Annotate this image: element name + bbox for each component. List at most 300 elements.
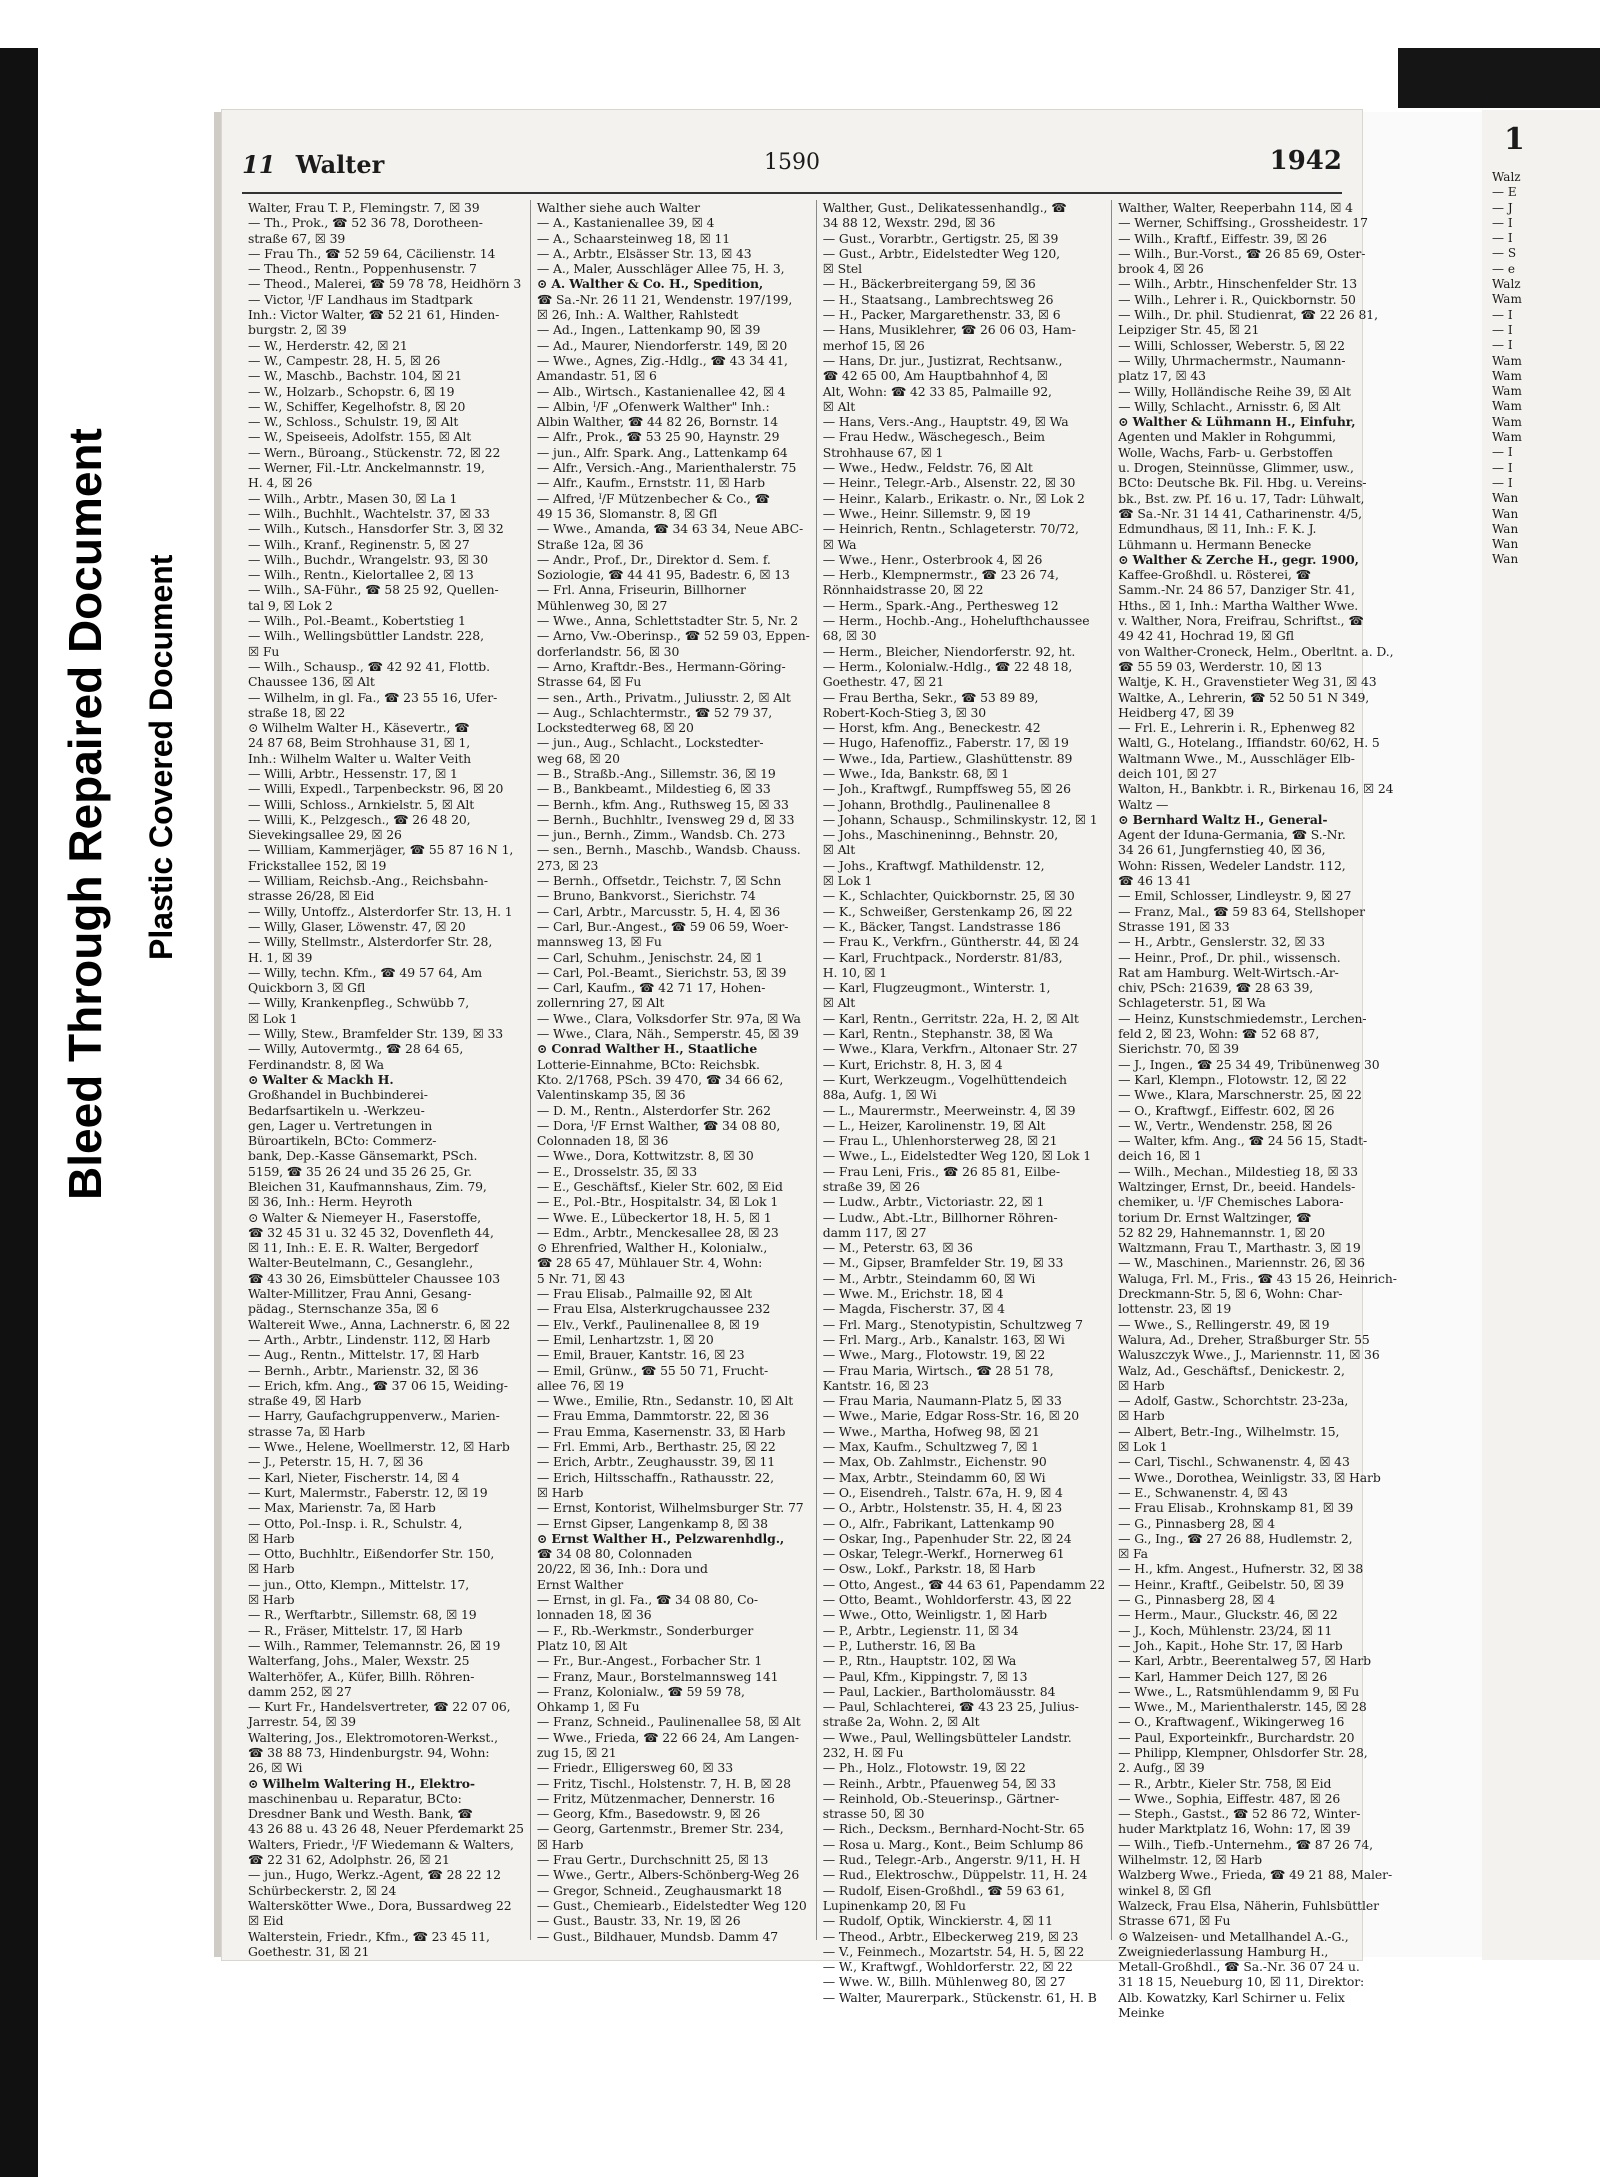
- directory-entry-line: — jun., Alfr. Spark. Ang., Lattenkamp 64: [536, 444, 788, 460]
- directory-entry-line: Waluszczyk Wwe., J., Mariennstr. 11, ☒ 36: [1118, 1347, 1380, 1363]
- directory-entry-line: Strohhause 67, ☒ 1: [822, 444, 944, 460]
- directory-entry-line: — Herm., Maur., Gluckstr. 46, ☒ 22: [1118, 1607, 1338, 1623]
- directory-entry-line: — Fr., Bur.-Angest., Forbacher Str. 1: [536, 1653, 763, 1669]
- directory-entry-line: — Magda, Fischerstr. 37, ☒ 4: [822, 1301, 1005, 1317]
- directory-entry-line: — W., Herderstr. 42, ☒ 21: [248, 337, 408, 353]
- directory-entry-line: — Alfr., Prok., ☎ 53 25 90, Haynstr. 29: [536, 429, 780, 445]
- directory-entry-line: v. Walther, Nora, Freifrau, Schriftst., ☎: [1118, 613, 1364, 629]
- directory-entry-line: Lühmann u. Hermann Benecke: [1118, 536, 1312, 552]
- directory-entry-line: — Frl. Anna, Friseurin, Billhorner: [536, 582, 746, 598]
- directory-entry-line: — Bernh., Buchhltr., Ivensweg 29 d, ☒ 33: [536, 811, 795, 827]
- directory-entry-line: — O., Kraftwagenf., Wikingerweg 16: [1118, 1714, 1345, 1730]
- directory-entry-line: — Wwe., Sophia, Eiffestr. 487, ☒ 26: [1118, 1790, 1341, 1806]
- directory-entry-line: BCto: Deutsche Bk. Fil. Hbg. u. Vereins-: [1118, 475, 1367, 491]
- directory-entry-line: ⊙ Ehrenfried, Walther H., Kolonialw.,: [536, 1240, 768, 1256]
- directory-entry-line: ⊙ Wilhelm Walter H., Käsevertr., ☎: [248, 720, 470, 736]
- directory-entry-line: ☒ 26, Inh.: A. Walther, Rahlstedt: [536, 307, 739, 323]
- directory-entry-line: — Paul, Lackier., Bartholomäusstr. 84: [822, 1683, 1056, 1699]
- directory-entry-line: — Frau Th., ☎ 52 59 64, Cäcilienstr. 14: [248, 245, 496, 261]
- next-page-line: — I: [1492, 460, 1513, 475]
- directory-entry-line: — Frau Leni, Fris., ☎ 26 85 81, Eilbe-: [822, 1163, 1060, 1179]
- directory-entry-line: — William, Reichsb.-Ang., Reichsbahn-: [248, 873, 489, 889]
- next-page-line: Wam: [1492, 399, 1522, 414]
- directory-entry-line: 5159, ☎ 35 26 24 und 35 26 25, Gr.: [248, 1163, 472, 1179]
- annotation-label-plastic-covered: Plastic Covered Document: [143, 554, 179, 960]
- next-page-line: — I: [1492, 231, 1513, 246]
- directory-entry-line: — Dora, ᴵ/F Ernst Walther, ☎ 34 08 80,: [536, 1117, 781, 1133]
- directory-entry-line: zollernring 27, ☒ Alt: [536, 995, 665, 1011]
- directory-entry-line: — Wilhelm, in gl. Fa., ☎ 23 55 16, Ufer-: [248, 689, 498, 705]
- directory-entry-line: — Alfr., Kaufm., Ernststr. 11, ☒ Harb: [536, 475, 765, 491]
- directory-entry-line: — J., Peterstr. 15, H. 7, ☒ 36: [248, 1454, 424, 1470]
- directory-entry-line: — K., Bäcker, Tangst. Landstrasse 186: [822, 918, 1061, 934]
- directory-entry-line: — Kurt, Malermstr., Faberstr. 12, ☒ 19: [248, 1484, 488, 1500]
- directory-entry-line: — Wwe., Gertr., Albers-Schönberg-Weg 26: [536, 1867, 800, 1883]
- directory-entry-line: Ohkamp 1, ☒ Fu: [536, 1699, 640, 1715]
- directory-entry-line: strasse 7a, ☒ Harb: [248, 1423, 366, 1439]
- directory-entry-line: — L., Maurermstr., Meerweinstr. 4, ☒ 39: [822, 1102, 1076, 1118]
- directory-entry-line: — Carl, Schuhm., Jenischstr. 24, ☒ 1: [536, 949, 764, 965]
- directory-entry-line: — Heinr., Kraftf., Geibelstr. 50, ☒ 39: [1118, 1576, 1344, 1592]
- directory-entry-line: — P., Rtn., Hauptstr. 102, ☒ Wa: [822, 1653, 1017, 1669]
- directory-entry-line: Soziologie, ☎ 44 41 95, Badestr. 6, ☒ 13: [536, 567, 790, 583]
- next-page-line: Wam: [1492, 368, 1522, 383]
- directory-entry-line: Walton, H., Bankbtr. i. R., Birkenau 16, ☒ 24: [1118, 781, 1394, 797]
- directory-entry-line: — Kurt, Erichstr. 8, H. 3, ☒ 4: [822, 1056, 1003, 1072]
- directory-entry-line: — Hans, Dr. jur., Justizrat, Rechtsanw.,: [822, 352, 1063, 368]
- directory-entry-line: — Friedr., Elligersweg 60, ☒ 33: [536, 1760, 733, 1776]
- directory-entry-line: — Ph., Holz., Flotowstr. 19, ☒ 22: [822, 1760, 1026, 1776]
- directory-entry-line: — Reinh., Arbtr., Pfauenweg 54, ☒ 33: [822, 1775, 1056, 1791]
- directory-entry-line: Walther siehe auch Walter: [536, 200, 700, 215]
- directory-entry-line: — jun., Aug., Schlacht., Lockstedter-: [536, 735, 764, 751]
- directory-entry-line: — Karl, Rentn., Stephanstr. 38, ☒ Wa: [822, 1026, 1053, 1042]
- directory-entry-line: — Wilh., Wellingsbüttler Landstr. 228,: [248, 628, 484, 644]
- directory-entry-line: — Willi, K., Pelzgesch., ☎ 26 48 20,: [248, 811, 471, 827]
- directory-entry-line: Kantstr. 16, ☒ 23: [822, 1377, 929, 1393]
- directory-entry-line: ⊙ Walter & Niemeyer H., Faserstoffe,: [248, 1209, 481, 1225]
- page-number: 1590: [764, 150, 820, 175]
- entry-columns: [242, 200, 1397, 2021]
- directory-entry-line: — Werner, Schiffsing., Grossheidestr. 17: [1118, 215, 1368, 231]
- directory-entry-line: ☒ Alt: [822, 842, 856, 858]
- directory-entry-line: Dresdner Bank und Westh. Bank, ☎: [248, 1806, 473, 1822]
- directory-entry-line: — Frl. Emmi, Arb., Berthastr. 25, ☒ 22: [536, 1439, 776, 1455]
- directory-entry-line: — Steph., Gastst., ☎ 52 86 72, Winter-: [1118, 1806, 1361, 1822]
- directory-entry-line: — J., Ingen., ☎ 25 34 49, Tribünenweg 30: [1118, 1056, 1380, 1072]
- directory-entry-line: — Frau Gertr., Durchschnitt 25, ☒ 13: [536, 1852, 769, 1868]
- directory-entry-line: — Willi, Expedl., Tarpenbeckstr. 96, ☒ 20: [248, 781, 504, 797]
- next-page-line: — e: [1492, 261, 1515, 276]
- next-page-line: Wan: [1492, 491, 1519, 506]
- directory-entry-line: Büroartikeln, BCto: Commerz-: [248, 1133, 437, 1149]
- directory-entry-line: — Kurt Fr., Handelsvertreter, ☎ 22 07 06,: [248, 1699, 511, 1715]
- directory-entry-line: Goethestr. 47, ☒ 21: [822, 674, 945, 690]
- directory-entry-line: — Reinhold, Ob.-Steuerinsp., Gärtner-: [822, 1790, 1060, 1806]
- directory-entry-line: bank, Dep.-Kasse Gänsemarkt, PSch.: [248, 1148, 478, 1164]
- directory-entry-line: — Wwe., Otto, Weinligstr. 1, ☒ Harb: [822, 1607, 1047, 1623]
- directory-entry-line: — V., Feinmech., Mozartstr. 54, H. 5, ☒ 22: [822, 1943, 1085, 1959]
- directory-entry-line: — Gust., Bildhauer, Mundsb. Damm 47: [536, 1928, 779, 1944]
- directory-entry-line: — Rich., Decksm., Bernhard-Nocht-Str. 65: [822, 1821, 1085, 1837]
- directory-entry-line: Agenten und Makler in Rohgummi,: [1118, 429, 1336, 445]
- directory-entry-line: — Wwe., Marie, Edgar Ross-Str. 16, ☒ 20: [822, 1408, 1080, 1424]
- directory-entry-line: — Rudolf, Optik, Winckierstr. 4, ☒ 11: [822, 1913, 1053, 1929]
- directory-entry-line: — H., Packer, Margarethenstr. 33, ☒ 6: [822, 307, 1061, 323]
- directory-entry-line: Chaussee 136, ☒ Alt: [248, 674, 375, 690]
- directory-entry-line: — E., Drosselstr. 35, ☒ 33: [536, 1163, 698, 1179]
- directory-entry-line: platz 17, ☒ 43: [1118, 368, 1206, 384]
- directory-entry-line: Edmundhaus, ☒ 11, Inh.: F. K. J.: [1118, 521, 1317, 537]
- directory-entry-line: ☒ Alt: [822, 995, 856, 1011]
- next-page-line: — S: [1492, 246, 1517, 261]
- next-page-line: — I: [1492, 475, 1513, 490]
- directory-entry-line: allee 76, ☒ 19: [536, 1377, 624, 1393]
- directory-entry-line: ☎ 22 31 62, Adolphstr. 26, ☒ 21: [248, 1852, 450, 1868]
- annotation-labels: [48, 240, 198, 1200]
- directory-entry-line: — Herb., Klempnermstr., ☎ 23 26 74,: [822, 567, 1059, 583]
- directory-entry-line: — M., Gipser, Bramfelder Str. 19, ☒ 33: [822, 1255, 1064, 1271]
- directory-entry-line: — William, Kammerjäger, ☎ 55 87 16 N 1,: [248, 842, 514, 858]
- directory-entry-line: — Wwe., Amanda, ☎ 34 63 34, Neue ABC-: [536, 521, 804, 537]
- directory-entry-line: ☒ Harb: [1118, 1408, 1165, 1424]
- directory-entry-line: — A., Maler, Ausschläger Allee 75, H. 3,: [536, 261, 785, 277]
- directory-entry-line: — Johann, Brothdlg., Paulinenallee 8: [822, 796, 1051, 812]
- next-page-line: Wan: [1492, 552, 1519, 567]
- directory-entry-line: — H., kfm. Angest., Hufnerstr. 32, ☒ 38: [1118, 1561, 1364, 1577]
- directory-entry-line: — Karl, Rentn., Gerritstr. 22a, H. 2, ☒ Alt: [822, 1010, 1079, 1026]
- directory-entry-line: — Wwe. W., Billh. Mühlenweg 80, ☒ 27: [822, 1974, 1066, 1990]
- directory-entry-line: — Rosa u. Marg., Kont., Beim Schlump 86: [822, 1836, 1084, 1852]
- directory-entry-line: — Theod., Arbtr., Elbeckerweg 219, ☒ 23: [822, 1928, 1079, 1944]
- directory-entry-line: — Frau Maria, Naumann-Platz 5, ☒ 33: [822, 1393, 1062, 1409]
- directory-entry-line: — Gust., Baustr. 33, Nr. 19, ☒ 26: [536, 1913, 741, 1929]
- directory-entry-line: — Wwe., Marg., Flotowstr. 19, ☒ 22: [822, 1347, 1046, 1363]
- directory-entry-line: — Carl, Tischl., Schwanenstr. 4, ☒ 43: [1118, 1454, 1350, 1470]
- directory-entry-line: — Carl, Pol.-Beamt., Sierichstr. 53, ☒ 39: [536, 964, 787, 980]
- directory-entry-line: — Willy, Krankenpfleg., Schwübb 7,: [248, 995, 470, 1011]
- directory-entry-line: — Wwe., Emilie, Rtn., Sedanstr. 10, ☒ Alt: [536, 1393, 794, 1409]
- annotation-label-bleed-through: Bleed Through Repaired Document: [59, 428, 111, 1200]
- directory-entry-line: — K., Schlachter, Quickbornstr. 25, ☒ 30: [822, 888, 1075, 904]
- directory-entry-line: straße 39, ☒ 26: [822, 1179, 920, 1194]
- directory-entry-line: ☒ Fu: [248, 643, 280, 659]
- directory-entry-line: Waltmann Wwe., M., Ausschläger Elb-: [1118, 750, 1355, 766]
- directory-entry-line: u. Drogen, Steinnüsse, Glimmer, usw.,: [1118, 460, 1354, 476]
- directory-entry-line: — Rud., Telegr.-Arb., Angerstr. 9/11, H. H: [822, 1852, 1081, 1868]
- directory-entry-line: — Alfr., Versich.-Ang., Marienthalerstr. 75: [536, 460, 797, 476]
- directory-entry-line: — A., Schaarsteinweg 18, ☒ 11: [536, 230, 731, 246]
- directory-entry-line: 43 26 88 u. 43 26 48, Neuer Pferdemarkt 25: [248, 1821, 524, 1837]
- directory-entry-line: — O., Alfr., Fabrikant, Lattenkamp 90: [822, 1515, 1055, 1531]
- directory-entry-line: Walterfang, Johs., Maler, Wexstr. 25: [248, 1653, 470, 1669]
- directory-entry-line: — Frau Elisab., Palmaille 92, ☒ Alt: [536, 1286, 753, 1302]
- directory-entry-line: — J., Koch, Mühlenstr. 23/24, ☒ 11: [1118, 1622, 1333, 1638]
- directory-entry-line: — E., Pol.-Btr., Hospitalstr. 34, ☒ Lok 1: [536, 1194, 779, 1210]
- directory-entry-line: Rönnhaidstrasse 20, ☒ 22: [822, 582, 984, 598]
- directory-entry-line: — Ad., Maurer, Niendorferstr. 149, ☒ 20: [536, 337, 788, 353]
- directory-entry-line: — Wwe., M., Marienthalerstr. 145, ☒ 28: [1118, 1699, 1367, 1715]
- directory-entry-line: Wohn: Rissen, Wedeler Landstr. 112,: [1118, 857, 1346, 873]
- directory-entry-line: — Wwe., Heinr. Sillemstr. 9, ☒ 19: [822, 505, 1031, 521]
- directory-entry-line: 34 26 61, Jungfernstieg 40, ☒ 36,: [1118, 842, 1326, 858]
- directory-entry-line: — Oskar, Ing., Papenhuder Str. 22, ☒ 24: [822, 1530, 1072, 1546]
- directory-entry-line: — M., Arbtr., Steindamm 60, ☒ Wi: [822, 1270, 1036, 1286]
- directory-entry-line: — Heinrich, Rentn., Schlageterstr. 70/72,: [822, 521, 1079, 537]
- directory-entry-line: — sen., Bernh., Maschb., Wandsb. Chauss.: [536, 842, 801, 858]
- directory-entry-line: — H., Bäckerbreitergang 59, ☒ 36: [822, 276, 1036, 292]
- directory-entry-line: — Franz, Mal., ☎ 59 83 64, Stellshoper: [1118, 903, 1365, 919]
- directory-entry-line: — Ludw., Abt.-Ltr., Billhorner Röhren-: [822, 1209, 1058, 1225]
- directory-entry-line: straße 49, ☒ Harb: [248, 1393, 362, 1409]
- directory-entry-line: Walterskötter Wwe., Dora, Bussardweg 22: [248, 1897, 512, 1913]
- directory-entry-line: ☒ Wa: [822, 536, 857, 552]
- directory-entry-line: — Wilh., Dr. phil. Studienrat, ☎ 22 26 81,: [1118, 307, 1378, 323]
- next-page-line: Wan: [1492, 506, 1519, 521]
- directory-entry-line: weg 68, ☒ 20: [536, 750, 620, 766]
- column-2: [531, 200, 817, 1944]
- directory-entry-line: ☎ 28 65 47, Mühlauer Str. 4, Wohn:: [536, 1255, 763, 1271]
- directory-entry-line: pädag., Sternschanze 35a, ☒ 6: [248, 1301, 439, 1317]
- directory-entry-line: — Alb., Wirtsch., Kastanienallee 42, ☒ 4: [536, 383, 786, 399]
- directory-entry-line: — Max, Ob. Zahlmstr., Eichenstr. 90: [822, 1454, 1047, 1470]
- directory-entry-line: — Hans, Vers.-Ang., Hauptstr. 49, ☒ Wa: [822, 414, 1069, 430]
- directory-entry-line: — Willy, Untoffz., Alsterdorfer Str. 13, H. 1: [248, 903, 513, 919]
- directory-entry-line: — Th., Prok., ☎ 52 36 78, Dorotheen-: [248, 215, 483, 231]
- directory-entry-line: — Victor, ᴵ/F Landhaus im Stadtpark: [248, 291, 473, 307]
- directory-entry-line: — Georg, Kfm., Basedowstr. 9, ☒ 26: [536, 1806, 761, 1822]
- volume-number: 11: [242, 150, 276, 179]
- directory-entry-line: — Bruno, Bankvorst., Sierichstr. 74: [536, 888, 756, 904]
- next-page-line: — E: [1492, 185, 1517, 200]
- directory-entry-line: chiv, PSch: 21639, ☎ 28 63 39,: [1118, 980, 1314, 996]
- directory-entry-line: — Max, Arbtr., Steindamm 60, ☒ Wi: [822, 1469, 1046, 1485]
- directory-entry-line: Walther, Walter, Reeperbahn 114, ☒ 4: [1118, 200, 1353, 215]
- directory-entry-line: Waltzmann, Frau T., Marthastr. 3, ☒ 19: [1118, 1240, 1361, 1256]
- directory-entry-line: — Walter, Maurerpark., Stückenstr. 61, H. B: [822, 1989, 1097, 2005]
- directory-entry-line: — W., Schiffer, Kegelhofstr. 8, ☒ 20: [248, 398, 466, 414]
- directory-entry-line: — jun., Hugo, Werkz.-Agent, ☎ 28 22 12: [248, 1867, 501, 1883]
- directory-entry-line: — Harry, Gaufachgruppenverw., Marien-: [248, 1408, 500, 1424]
- directory-entry-line: — Emil, Grünw., ☎ 55 50 71, Frucht-: [536, 1362, 769, 1378]
- directory-entry-line: — Wwe., Klara, Verkfrn., Altonaer Str. 27: [822, 1041, 1078, 1057]
- directory-entry-line: Inh.: Victor Walter, ☎ 52 21 61, Hinden-: [248, 307, 500, 323]
- directory-entry-line: Dreckmann-Str. 5, ☒ 6, Wohn: Char-: [1118, 1286, 1343, 1302]
- directory-entry-line: — Wwe. M., Erichstr. 18, ☒ 4: [822, 1286, 1004, 1302]
- next-page-line: Wan: [1492, 521, 1519, 536]
- directory-entry-line: Walters, Friedr., ᴵ/F Wiedemann & Walters,: [248, 1836, 514, 1852]
- directory-entry-line: — Frau Maria, Wirtsch., ☎ 28 51 78,: [822, 1362, 1054, 1378]
- directory-entry-line: — O., Eisendreh., Talstr. 67a, H. 9, ☒ 4: [822, 1484, 1063, 1500]
- directory-entry-line: Walterstein, Friedr., Kfm., ☎ 23 45 11,: [248, 1928, 490, 1944]
- directory-entry-line: 2. Aufg., ☒ 39: [1118, 1760, 1205, 1776]
- directory-entry-line: — Willy, Holländische Reihe 39, ☒ Alt: [1118, 383, 1351, 399]
- directory-entry-line: — W., Campestr. 28, H. 5, ☒ 26: [248, 352, 441, 368]
- directory-entry-line: Robert-Koch-Stieg 3, ☒ 30: [822, 704, 987, 720]
- directory-entry-line: Amandastr. 51, ☒ 6: [536, 368, 657, 384]
- next-page-line: Wam: [1492, 353, 1522, 368]
- directory-entry-line: Zweigniederlassung Hamburg H.,: [1118, 1943, 1329, 1959]
- directory-entry-line: — Johs., Kraftwgf. Mathildenstr. 12,: [822, 857, 1045, 873]
- directory-entry-line: 49 42 41, Hochrad 19, ☒ Gfl: [1118, 628, 1294, 644]
- directory-entry-line: — Aug., Rentn., Mittelstr. 17, ☒ Harb: [248, 1347, 480, 1363]
- directory-entry-line: strasse 26/28, ☒ Eid: [248, 888, 375, 904]
- directory-entry-line: — Herm., Bleicher, Niendorferstr. 92, ht.: [822, 643, 1076, 659]
- directory-entry-line: deich 101, ☒ 27: [1118, 765, 1218, 781]
- directory-entry-line: ⊙ A. Walther & Co. H., Spedition,: [536, 276, 764, 292]
- directory-entry-line: ⊙ Walter & Mackh H.: [248, 1071, 394, 1087]
- directory-page: [222, 110, 1397, 2021]
- directory-entry-line: — Karl, Hammer Deich 127, ☒ 26: [1118, 1668, 1328, 1684]
- directory-entry-line: — Wilh., Tiefb.-Unternehm., ☎ 87 26 74,: [1118, 1836, 1374, 1852]
- directory-entry-line: ☒ Harb: [248, 1592, 295, 1608]
- directory-entry-line: Sievekingsallee 29, ☒ 26: [248, 827, 402, 843]
- directory-entry-line: — W., Vertr., Wendenstr. 258, ☒ 26: [1118, 1117, 1333, 1133]
- directory-entry-line: Albin Walther, ☎ 44 82 26, Bornstr. 14: [536, 414, 778, 430]
- directory-entry-line: ☒ Harb: [248, 1561, 295, 1577]
- directory-entry-line: — O., Arbtr., Holstenstr. 35, H. 4, ☒ 23: [822, 1500, 1063, 1516]
- directory-entry-line: Walter-Millitzer, Frau Anni, Gesang-: [248, 1286, 472, 1302]
- directory-entry-line: — Paul, Schlachterei, ☎ 43 23 25, Julius-: [822, 1699, 1079, 1715]
- directory-entry-line: — Willy, techn. Kfm., ☎ 49 57 64, Am: [248, 964, 482, 980]
- directory-entry-line: — Joh., Kapit., Hohe Str. 17, ☒ Harb: [1118, 1637, 1343, 1653]
- directory-entry-line: — Ernst Gipser, Langenkamp 8, ☒ 38: [536, 1515, 768, 1531]
- directory-entry-line: — Willy, Stellmstr., Alsterdorfer Str. 28,: [248, 934, 493, 950]
- directory-entry-line: — Wilh., Mechan., Mildestieg 18, ☒ 33: [1118, 1163, 1358, 1179]
- directory-entry-line: Leipziger Str. 45, ☒ 21: [1118, 322, 1260, 338]
- directory-entry-line: Walterhöfer, A., Küfer, Billh. Röhren-: [248, 1668, 475, 1684]
- directory-entry-line: strasse 50, ☒ 30: [822, 1806, 925, 1822]
- directory-entry-line: — Karl, Nieter, Fischerstr. 14, ☒ 4: [248, 1469, 460, 1485]
- directory-entry-line: — Wilh., Kraftf., Eiffestr. 39, ☒ 26: [1118, 230, 1327, 246]
- directory-entry-line: bk., Bst. zw. Pf. 16 u. 17, Tadr: Lühwalt,: [1118, 490, 1365, 506]
- directory-entry-line: — Emil, Brauer, Kantstr. 16, ☒ 23: [536, 1347, 745, 1363]
- directory-entry-line: — A., Kastanienallee 39, ☒ 4: [536, 215, 715, 231]
- directory-entry-line: — Andr., Prof., Dr., Direktor d. Sem. f.: [536, 551, 771, 567]
- directory-entry-line: — Georg, Gartenmstr., Bremer Str. 234,: [536, 1821, 784, 1837]
- directory-entry-line: Waltz —: [1118, 796, 1169, 812]
- directory-entry-line: 26, ☒ Wi: [248, 1760, 303, 1776]
- directory-entry-line: — Frau Elisab., Krohnskamp 81, ☒ 39: [1118, 1500, 1354, 1516]
- next-page-line: — I: [1492, 338, 1513, 353]
- page-edge-left: [214, 112, 222, 1957]
- directory-entry-line: — E., Geschäftsf., Kieler Str. 602, ☒ Eid: [536, 1179, 783, 1194]
- directory-entry-line: — Carl, Bur.-Angest., ☎ 59 06 59, Woer-: [536, 918, 789, 934]
- directory-entry-line: — Wwe., S., Rellingerstr. 49, ☒ 19: [1118, 1316, 1330, 1332]
- directory-entry-line: H. 4, ☒ 26: [248, 475, 313, 491]
- next-page-lines: [1492, 170, 1600, 568]
- directory-entry-line: — Franz, Schneid., Paulinenallee 58, ☒ Alt: [536, 1714, 801, 1730]
- directory-entry-line: — Ernst, in gl. Fa., ☎ 34 08 80, Co-: [536, 1592, 758, 1608]
- directory-entry-line: ☎ 34 08 80, Colonnaden: [536, 1546, 693, 1562]
- directory-entry-line: — Karl, Flugzeugmont., Winterstr. 1,: [822, 980, 1051, 996]
- directory-entry-line: — Wilh., Arbtr., Hinschenfelder Str. 13: [1118, 276, 1357, 292]
- directory-entry-line: ⊙ Bernhard Waltz H., General-: [1118, 811, 1328, 827]
- directory-entry-line: ⊙ Walther & Zerche H., gegr. 1900,: [1118, 551, 1359, 567]
- directory-entry-line: — Frl. Marg., Stenotypistin, Schultzweg 7: [822, 1316, 1083, 1332]
- directory-entry-line: — Erich, Arbtr., Zeughausstr. 39, ☒ 11: [536, 1454, 776, 1470]
- directory-entry-line: — M., Peterstr. 63, ☒ 36: [822, 1240, 973, 1256]
- directory-entry-line: 88a, Aufg. 1, ☒ Wi: [822, 1087, 937, 1103]
- directory-entry-line: ☎ Sa.-Nr. 26 11 21, Wendenstr. 197/199,: [536, 291, 793, 307]
- directory-entry-line: — Wilh., Rentn., Kielortallee 2, ☒ 13: [248, 567, 474, 583]
- directory-entry-line: — Hugo, Hafenoffiz., Faberstr. 17, ☒ 19: [822, 735, 1069, 751]
- directory-entry-line: — Gust., Vorarbtr., Gertigstr. 25, ☒ 39: [822, 230, 1059, 246]
- directory-entry-line: — Willi, Arbtr., Hessenstr. 17, ☒ 1: [248, 765, 458, 781]
- directory-entry-line: Jarrestr. 54, ☒ 39: [248, 1714, 356, 1730]
- directory-entry-line: — Emil, Lenhartzstr. 1, ☒ 20: [536, 1331, 714, 1347]
- next-page-line: — I: [1492, 307, 1513, 322]
- directory-entry-line: ☒ Eid: [248, 1913, 284, 1929]
- directory-entry-line: — Wilh., Rammer, Telemannstr. 26, ☒ 19: [248, 1637, 501, 1653]
- directory-entry-line: — Wwe., Henr., Osterbrook 4, ☒ 26: [822, 551, 1043, 567]
- directory-entry-line: — H., Staatsang., Lambrechtsweg 26: [822, 291, 1054, 307]
- directory-entry-line: Walura, Ad., Dreher, Straßburger Str. 55: [1118, 1331, 1370, 1347]
- directory-entry-line: — Ad., Ingen., Lattenkamp 90, ☒ 39: [536, 322, 761, 338]
- directory-entry-line: — Gregor, Schneid., Zeughausmarkt 18: [536, 1882, 782, 1898]
- directory-entry-line: — Wilh., Kranf., Reginenstr. 5, ☒ 27: [248, 536, 470, 552]
- directory-entry-line: — Bernh., Arbtr., Marienstr. 32, ☒ 36: [248, 1362, 479, 1378]
- column-3: [817, 200, 1112, 2005]
- directory-entry-line: H. 1, ☒ 39: [248, 949, 313, 965]
- directory-entry-line: Meinke: [1118, 2005, 1165, 2021]
- directory-entry-line: Waltering, Jos., Elektromotoren-Werkst.,: [248, 1729, 498, 1745]
- directory-entry-line: deich 16, ☒ 1: [1118, 1148, 1202, 1164]
- directory-entry-line: ☎ 32 45 31 u. 32 45 32, Dovenfleth 44,: [248, 1224, 494, 1240]
- directory-entry-line: — Wern., Büroang., Stückenstr. 72, ☒ 22: [248, 444, 501, 460]
- directory-entry-line: ☒ 11, Inh.: E. E. R. Walter, Bergedorf: [248, 1240, 479, 1256]
- directory-entry-line: — D. M., Rentn., Alsterdorfer Str. 262: [536, 1102, 771, 1118]
- directory-entry-line: burgstr. 2, ☒ 39: [248, 322, 347, 338]
- directory-entry-line: — Theod., Malerei, ☎ 59 78 78, Heidhörn 3: [248, 276, 522, 292]
- directory-entry-line: 34 88 12, Wexstr. 29d, ☒ 36: [822, 215, 996, 231]
- column-1: [242, 200, 531, 1959]
- directory-entry-line: zug 15, ☒ 21: [536, 1744, 617, 1760]
- directory-entry-line: ☎ 42 65 00, Am Hauptbahnhof 4, ☒: [822, 368, 1048, 384]
- directory-entry-line: — O., Kraftwgf., Eiffestr. 602, ☒ 26: [1118, 1102, 1335, 1118]
- directory-entry-line: — Otto, Pol.-Insp. i. R., Schulstr. 4,: [248, 1515, 463, 1531]
- directory-entry-line: Agent der Iduna-Germania, ☎ S.-Nr.: [1118, 827, 1346, 843]
- directory-entry-line: Quickborn 3, ☒ Gfl: [248, 980, 366, 996]
- directory-entry-line: — Osw., Lokf., Parkstr. 18, ☒ Harb: [822, 1561, 1036, 1577]
- next-page-line: Wam: [1492, 414, 1522, 429]
- directory-entry-line: — Bernh., Offsetdr., Teichstr. 7, ☒ Schn: [536, 873, 782, 889]
- directory-entry-line: Walther, Gust., Delikatessenhandlg., ☎: [822, 200, 1067, 215]
- directory-entry-line: ⊙ Walther & Lühmann H., Einfuhr,: [1118, 414, 1356, 430]
- directory-entry-line: — Frau Bertha, Sekr., ☎ 53 89 89,: [822, 689, 1039, 705]
- header-rule: [242, 192, 1342, 194]
- directory-entry-line: — Wilh., Schausp., ☎ 42 92 41, Flottb.: [248, 658, 490, 674]
- directory-entry-line: Lupinenkamp 20, ☒ Fu: [822, 1897, 966, 1913]
- directory-entry-line: — Wwe., Anna, Schlettstadter Str. 5, Nr. 2: [536, 613, 798, 629]
- directory-entry-line: — Willy, Schlacht., Arnisstr. 6, ☒ Alt: [1118, 398, 1341, 414]
- directory-entry-line: Großhandel in Buchbinderei-: [248, 1087, 428, 1103]
- directory-entry-line: — W., Speiseeis, Adolfstr. 155, ☒ Alt: [248, 429, 472, 445]
- directory-entry-line: Walz, Ad., Geschäftsf., Denickestr. 2,: [1118, 1362, 1345, 1378]
- directory-entry-line: — Albin, ᴵ/F „Ofenwerk Walther" Inh.:: [536, 398, 770, 414]
- directory-entry-line: — Heinr., Telegr.-Arb., Alsenstr. 22, ☒ 30: [822, 475, 1076, 491]
- directory-entry-line: — H., Arbtr., Genslerstr. 32, ☒ 33: [1118, 934, 1325, 950]
- directory-entry-line: — K., Schweißer, Gerstenkamp 26, ☒ 22: [822, 903, 1073, 919]
- directory-entry-line: Ernst Walther: [536, 1576, 624, 1592]
- directory-entry-line: damm 252, ☒ 27: [248, 1683, 352, 1699]
- directory-entry-line: — Karl, Klempn., Flotowstr. 12, ☒ 22: [1118, 1071, 1347, 1087]
- directory-entry-line: — Wilh., Lehrer i. R., Quickbornstr. 50: [1118, 291, 1356, 307]
- directory-entry-line: — Walter, kfm. Ang., ☎ 24 56 15, Stadt-: [1118, 1133, 1368, 1149]
- directory-entry-line: ☒ Alt: [822, 398, 856, 414]
- directory-entry-line: — Arno, Kraftdr.-Bes., Hermann-Göring-: [536, 658, 786, 674]
- directory-entry-line: — Willy, Uhrmachermstr., Naumann-: [1118, 352, 1346, 368]
